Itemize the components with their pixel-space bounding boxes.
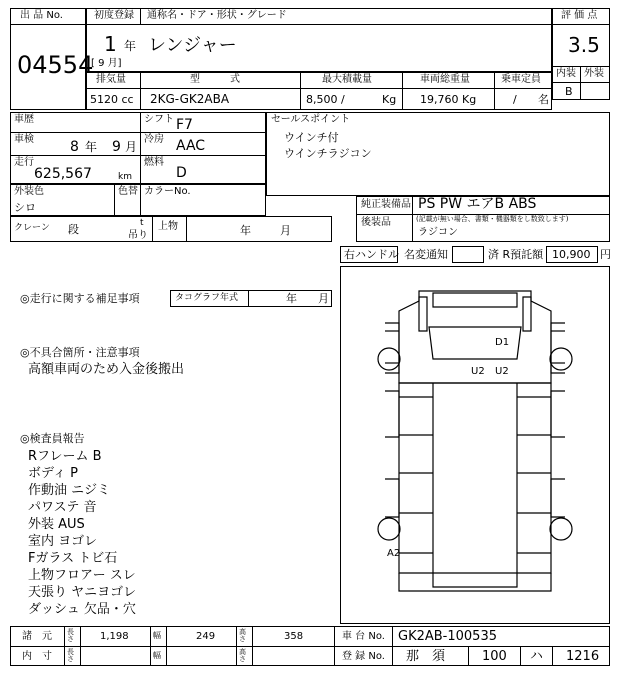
inspection-month-unit: 月 [125,140,138,154]
tachograph-month: 月 [318,292,329,305]
aircon-value: AAC [176,138,206,154]
crane-hook: 吊り [128,230,148,241]
interior-grade-label: 内装 [556,68,576,79]
capacity-value: / [513,93,517,106]
displacement-label: 排気量 [96,74,126,85]
mileage-value: 625,567 [34,166,92,182]
sales-point-1: ウインチ付 [284,131,339,144]
inspector-item: 外装 AUS [28,517,85,532]
inspector-item: 室内 ヨゴレ [28,534,98,549]
score-value: 3.5 [568,33,600,57]
registration-kana: ハ [530,649,544,664]
shift-value: F7 [176,117,193,133]
gross-weight-value: 19,760 Kg [420,93,477,106]
aftermarket-value: ラジコン [418,227,458,238]
model-header-label: 通称名・ドア・形状・グレード [147,10,287,21]
inspector-item: 上物フロアー スレ [28,568,136,583]
exterior-grade-label: 外装 [584,68,604,79]
damage-mark-u2-right: U2 [495,366,509,377]
interior-grade: B [565,85,573,98]
inspector-report-label: ◎検査員報告 [20,432,85,445]
steering-value: 右ハンドル [344,248,399,261]
max-load-unit: Kg [382,93,397,106]
year-unit: 年 [124,39,137,53]
crane-label: クレーン [14,223,50,233]
registration-region: 那 須 [406,649,446,664]
name-change-box [452,246,484,263]
score-label: 評 価 点 [561,10,598,21]
defects-label: ◎不具合箇所・注意事項 [20,346,140,359]
interior-height-label: 高さ [239,648,246,663]
inspector-item-list [28,448,328,618]
color-no-label: カラーNo. [144,186,191,197]
height-value: 358 [284,631,304,642]
first-reg-year: 1 [104,32,117,56]
inspection-year-unit: 年 [85,140,98,154]
aftermarket-label: 後装品 [361,217,391,228]
inspection-month: 9 [112,139,121,155]
damage-mark-u2-left: U2 [471,366,485,377]
model-code-label: 型 式 [190,74,240,85]
interior-length-label: 長さ [67,648,74,663]
tachograph-label: タコグラフ年式 [175,293,239,303]
standard-equipment-label: 純正装備品 [361,199,411,210]
history-label: 車歴 [14,114,34,125]
recycle-unit: 円 [600,248,611,261]
shift-label: シフト [144,114,174,125]
model-code-value: 2KG-GK2ABA [150,92,230,106]
length-value: 1,198 [100,631,129,642]
max-load-value: 8,500 / [306,93,345,106]
recycle-label: 済 R預託額 [488,248,544,261]
mileage-label: 走行 [14,157,34,168]
chassis-value: GK2AB-100535 [398,629,497,644]
defects-text: 高額車両のため入金後搬出 [28,362,185,377]
inspection-label: 車検 [14,134,34,145]
body-month: 月 [280,224,291,237]
lot-number: 04554 [17,51,94,79]
aircon-label: 冷房 [144,134,164,145]
chassis-label: 車 台 No. [342,631,385,642]
capacity-label: 乗車定員 [501,74,541,85]
damage-mark-d1: D1 [495,337,510,348]
damage-mark-a2: A2 [387,548,401,559]
fuel-label: 燃料 [144,157,164,168]
registration-number: 1216 [566,649,600,664]
standard-equipment-value: PS PW エアB ABS [418,196,537,212]
displacement-value: 5120 cc [90,93,134,106]
sales-point-label: セールスポイント [271,114,351,125]
inspector-item: Fガラス トビ石 [28,551,118,566]
registration-class: 100 [482,649,507,664]
body-year: 年 [240,224,251,237]
fuel-value: D [176,165,187,181]
inspector-item: ダッシュ 欠品・穴 [28,602,136,617]
name-change-label: 名変通知 [404,248,448,261]
damage-diagram [340,266,610,624]
inspector-item: 天張り ヤニヨゴレ [28,585,137,600]
aftermarket-note: (記載が無い場合、書類・機器類をし数致します) [416,215,569,223]
inspector-item: Rフレーム B [28,449,102,464]
inspector-item: ボディ P [28,466,78,481]
interior-width-label: 幅 [153,651,161,660]
truck-outline [341,267,609,623]
height-label: 高さ [239,628,246,643]
first-reg-label: 初度登録 [94,10,134,21]
exterior-color-label: 外装色 [14,186,44,197]
gross-weight-label: 車両総重量 [420,74,470,85]
tachograph-year: 年 [286,292,297,305]
dimensions-label: 諸 元 [22,631,52,642]
mileage-unit: km [118,172,132,182]
interior-dims-label: 内 寸 [22,651,52,662]
registration-label: 登 録 No. [342,651,385,662]
sales-point-2: ウインチラジコン [284,147,372,160]
crane-tons: t [140,218,144,228]
driving-notes-label: ◎走行に関する補足事項 [20,292,140,305]
max-load-label: 最大積載量 [322,74,372,85]
width-label: 幅 [153,631,161,640]
inspector-item: 作動油 ニジミ [28,483,111,498]
car-name: レンジャー [148,35,237,56]
exterior-color-value: シロ [14,201,36,214]
crane-stage: 段 [68,223,79,236]
inspector-item: パワステ 音 [28,500,97,515]
color-change-label: 色替 [118,186,138,197]
body-label: 上物 [158,221,178,232]
length-label: 長さ [67,628,74,643]
lot-label: 出 品 No. [20,10,63,21]
width-value: 249 [196,631,216,642]
inspection-year: 8 [70,139,79,155]
capacity-unit: 名 [538,93,549,106]
color-box [10,184,266,216]
first-reg-month: [ 9 月] [91,58,122,69]
recycle-amount: 10,900 [552,248,591,261]
